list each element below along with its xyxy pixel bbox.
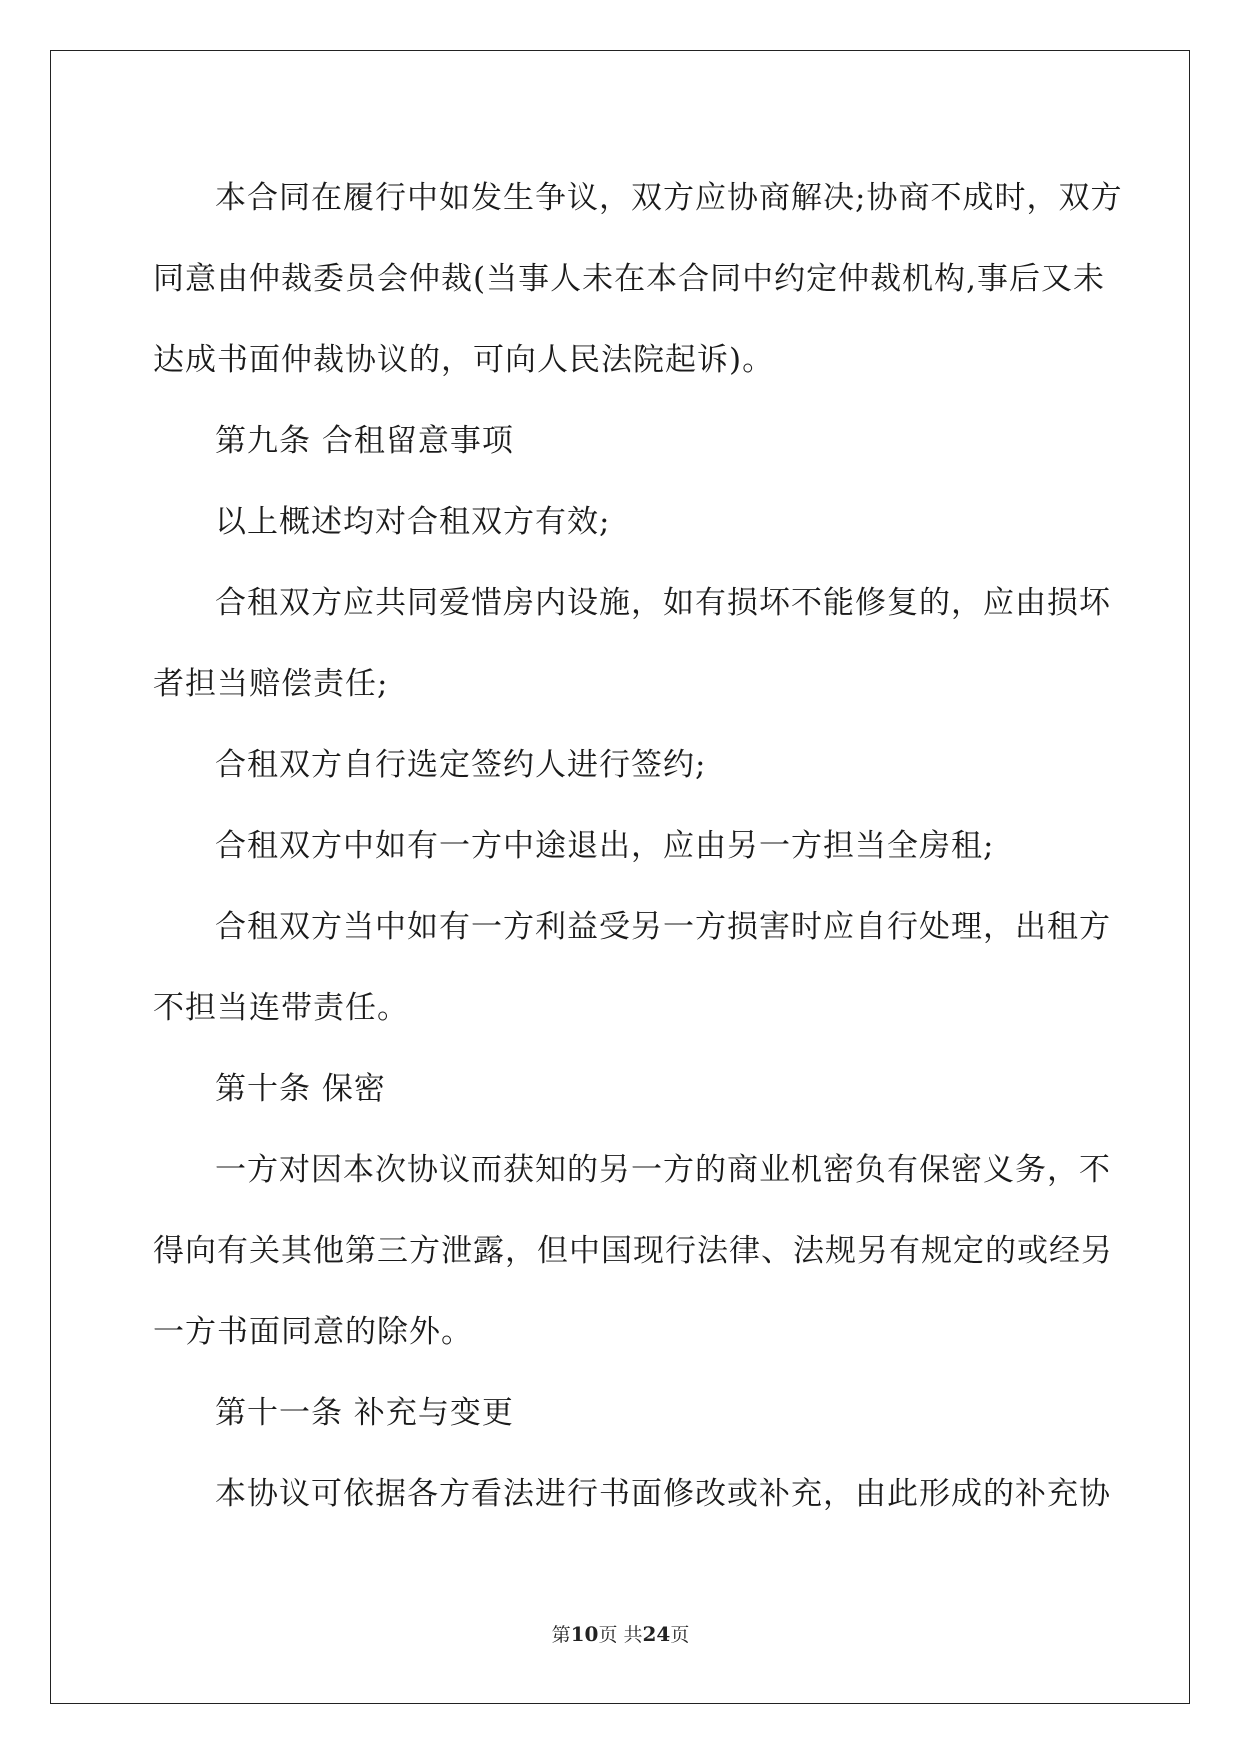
text-line: 以上概述均对合租双方有效; [215,504,611,540]
text-line: 者担当赔偿责任; [153,666,389,702]
text-line: 合租双方当中如有一方利益受另一方损害时应自行处理，出租方 [215,909,1111,945]
text-line: 一方书面同意的除外。 [153,1314,473,1350]
section-heading: 第九条 合租留意事项 [215,423,514,459]
text-line: 合租双方应共同爱惜房内设施，如有损坏不能修复的，应由损坏 [215,585,1111,621]
total-pages-number: 24 [642,1622,671,1646]
footer-middle: 页 共 [598,1624,643,1646]
text-line: 一方对因本次协议而获知的另一方的商业机密负有保密义务，不 [215,1152,1111,1188]
section-heading: 第十一条 补充与变更 [215,1395,514,1431]
footer-prefix: 第 [551,1624,571,1646]
page-footer [0,1620,1241,1647]
document-body [153,158,1123,1535]
text-line: 达成书面仲裁协议的，可向人民法院起诉)。 [153,342,775,378]
text-line: 本协议可依据各方看法进行书面修改或补充，由此形成的补充协 [215,1476,1111,1512]
text-line: 同意由仲裁委员会仲裁(当事人未在本合同中约定仲裁机构,事后又未 [153,261,1105,297]
text-line: 得向有关其他第三方泄露，但中国现行法律、法规另有规定的或经另 [153,1233,1113,1269]
footer-suffix: 页 [670,1624,690,1646]
text-line: 合租双方中如有一方中途退出，应由另一方担当全房租; [215,828,995,864]
current-page-number: 10 [570,1622,599,1646]
text-line: 本合同在履行中如发生争议，双方应协商解决;协商不成时，双方 [215,180,1123,216]
text-line: 不担当连带责任。 [153,990,409,1026]
section-heading: 第十条 保密 [215,1071,386,1107]
text-line: 合租双方自行选定签约人进行签约; [215,747,707,783]
